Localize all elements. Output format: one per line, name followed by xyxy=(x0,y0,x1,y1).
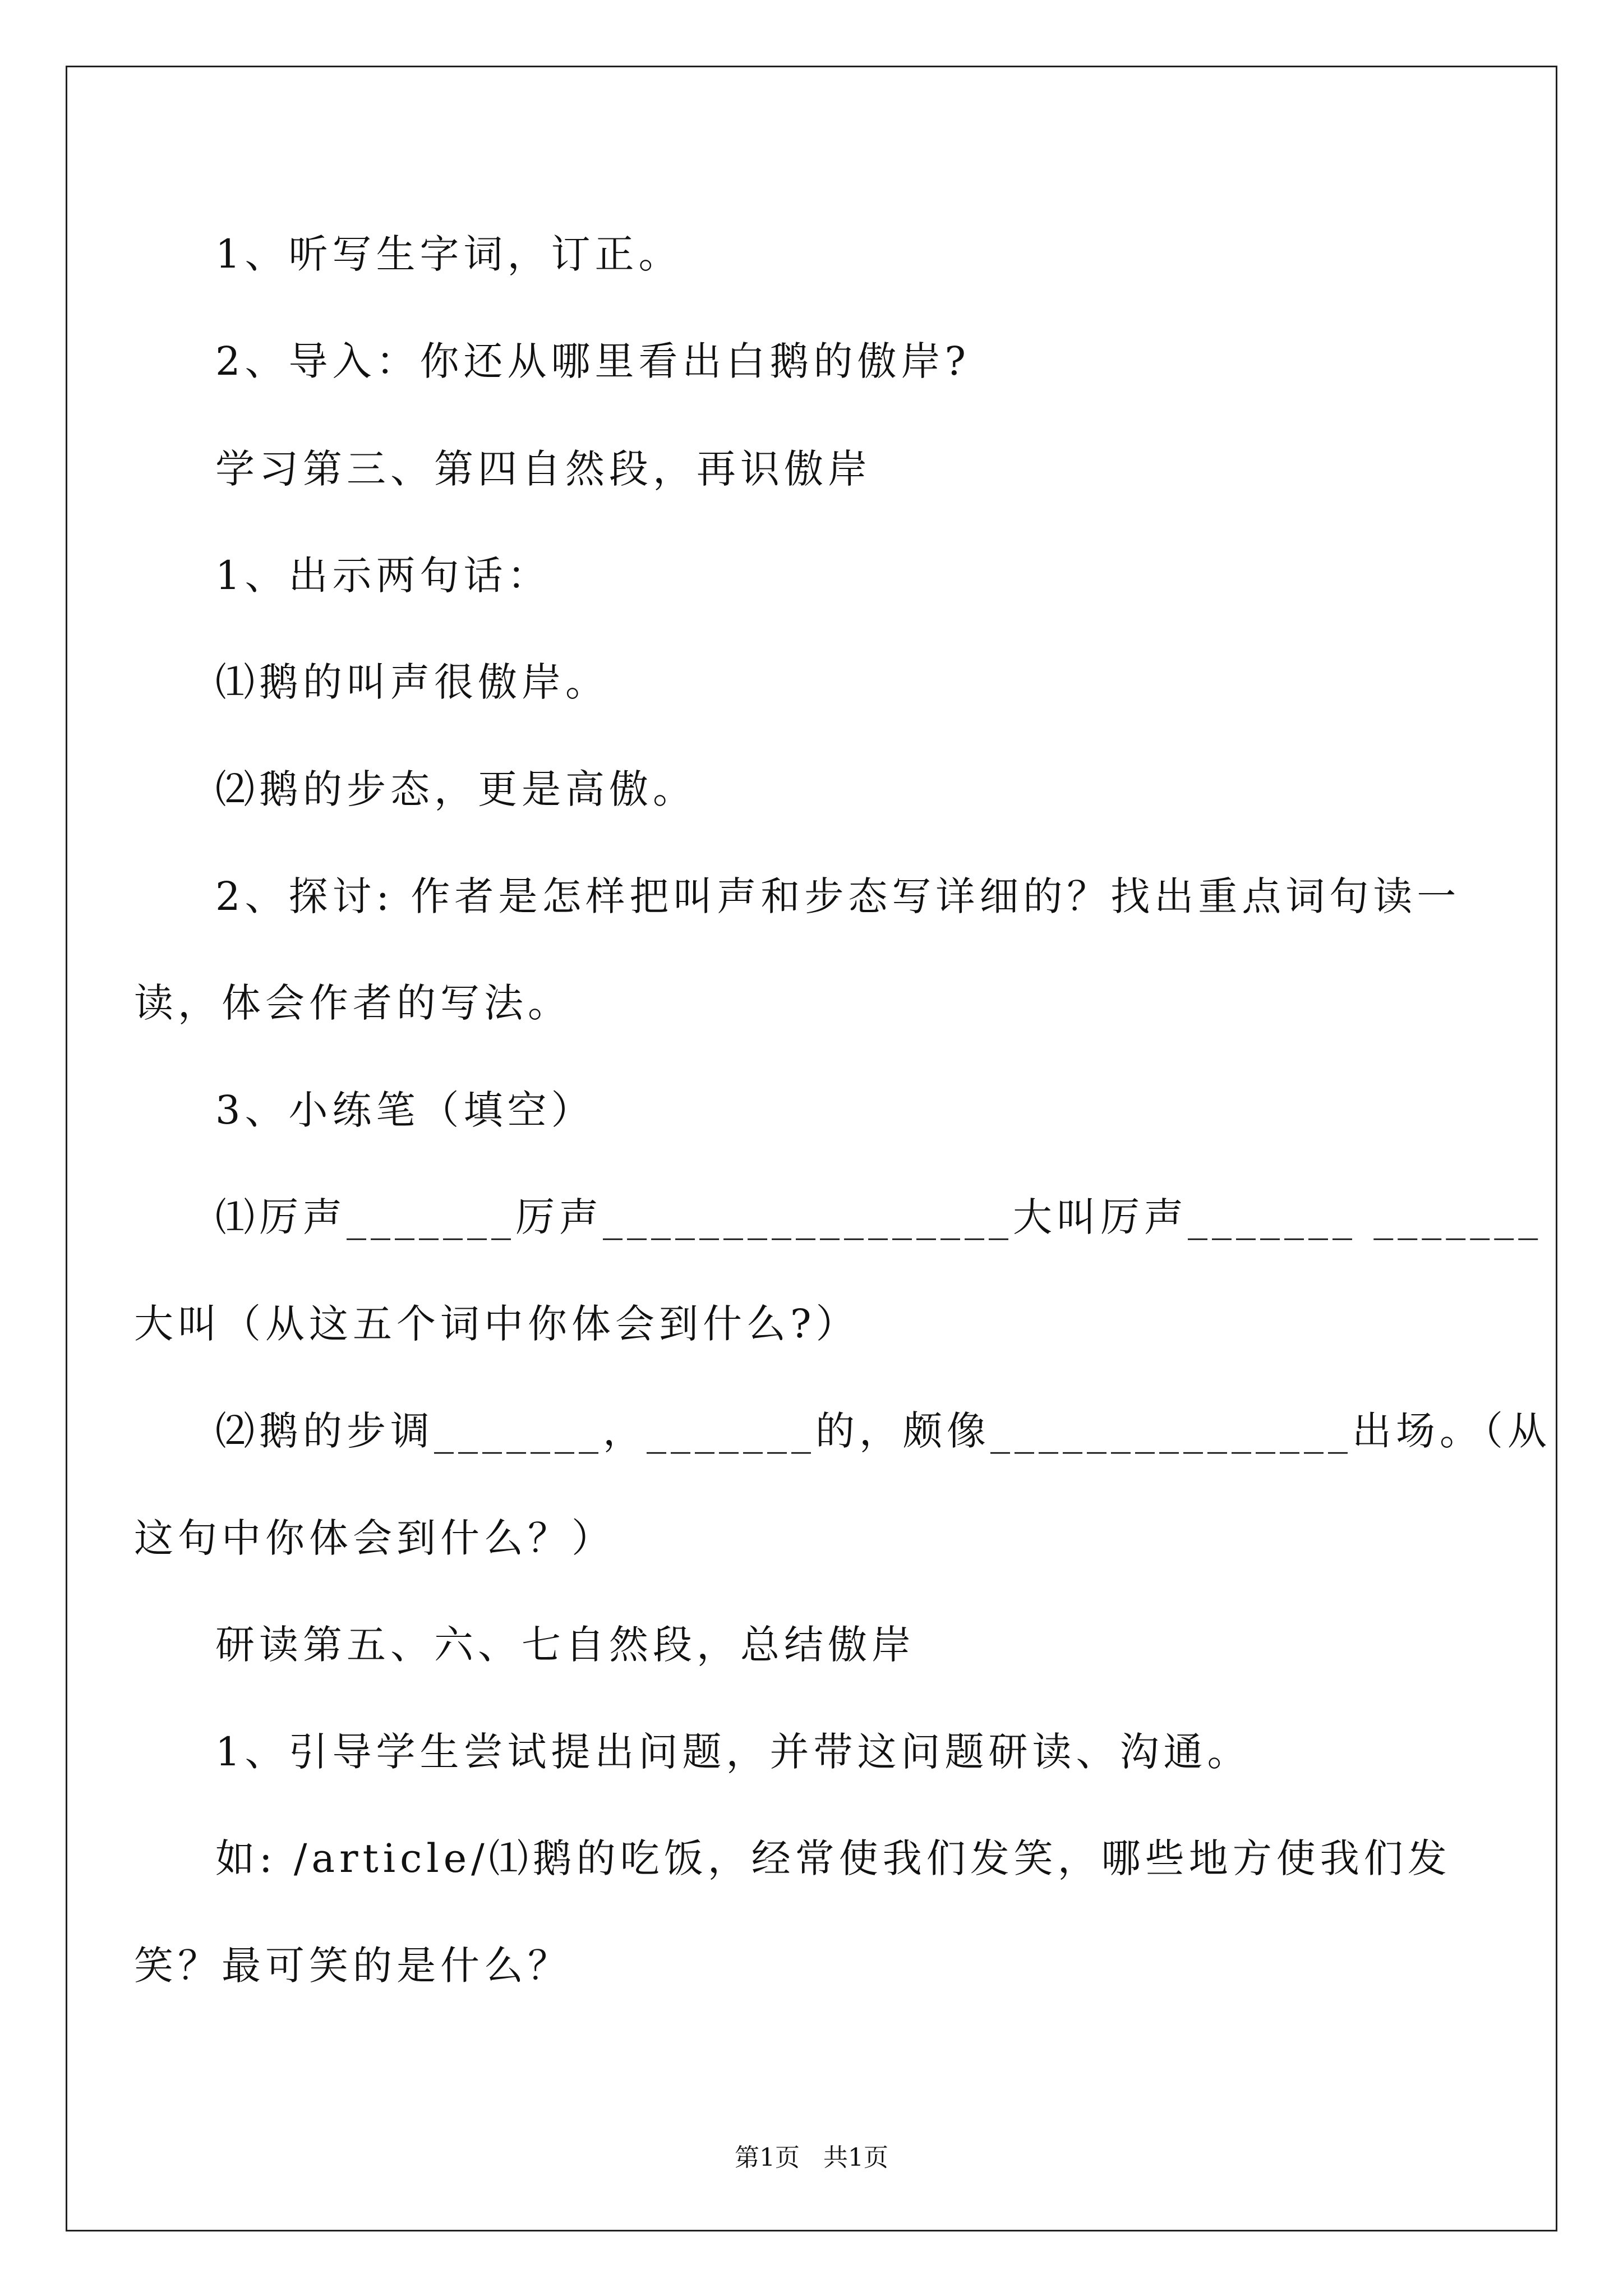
paragraph-line: 笑？最可笑的是什么？ xyxy=(134,1943,571,1989)
fill-blank-line: ⑴厉声_______厉声_________________大叫厉声_______ _______ xyxy=(215,1194,1543,1240)
paragraph-line: 如: /article/⑴鹅的吃饭，经常使我们发笑，哪些地方使我们发 xyxy=(215,1835,1451,1881)
paragraph-line: 1、引导学生尝试提出问题，并带这问题研读、沟通。 xyxy=(215,1729,1251,1775)
page-border xyxy=(66,66,1557,2231)
paragraph-line: 读，体会作者的写法。 xyxy=(134,980,571,1026)
paragraph-line: 1、出示两句话： xyxy=(215,553,551,599)
paragraph-line: 3、小练笔（填空） xyxy=(215,1087,595,1133)
paragraph-line: 2、探讨: 作者是怎样把叫声和步态写详细的？找出重点词句读一 xyxy=(215,873,1461,919)
paragraph-line: 这句中你体会到什么？） xyxy=(134,1515,615,1561)
page-number-footer: 第1页 共1页 xyxy=(735,2143,888,2172)
paragraph-line: ⑵鹅的步态，更是高傲。 xyxy=(215,766,697,812)
paragraph-line: 大叫（从这五个词中你体会到什么?） xyxy=(134,1301,860,1347)
paragraph-line: 2、导入：你还从哪里看出白鹅的傲岸? xyxy=(215,338,971,384)
paragraph-line: 1、听写生字词，订正。 xyxy=(215,231,683,277)
paragraph-line: ⑴鹅的叫声很傲岸。 xyxy=(215,659,609,705)
section-heading: 研读第五、六、七自然段，总结傲岸 xyxy=(215,1622,915,1668)
fill-blank-line: ⑵鹅的步调_______，_______的，颇像_______________出场。（从 xyxy=(215,1408,1551,1454)
section-heading: 学习第三、第四自然段，再识傲岸 xyxy=(215,446,872,492)
